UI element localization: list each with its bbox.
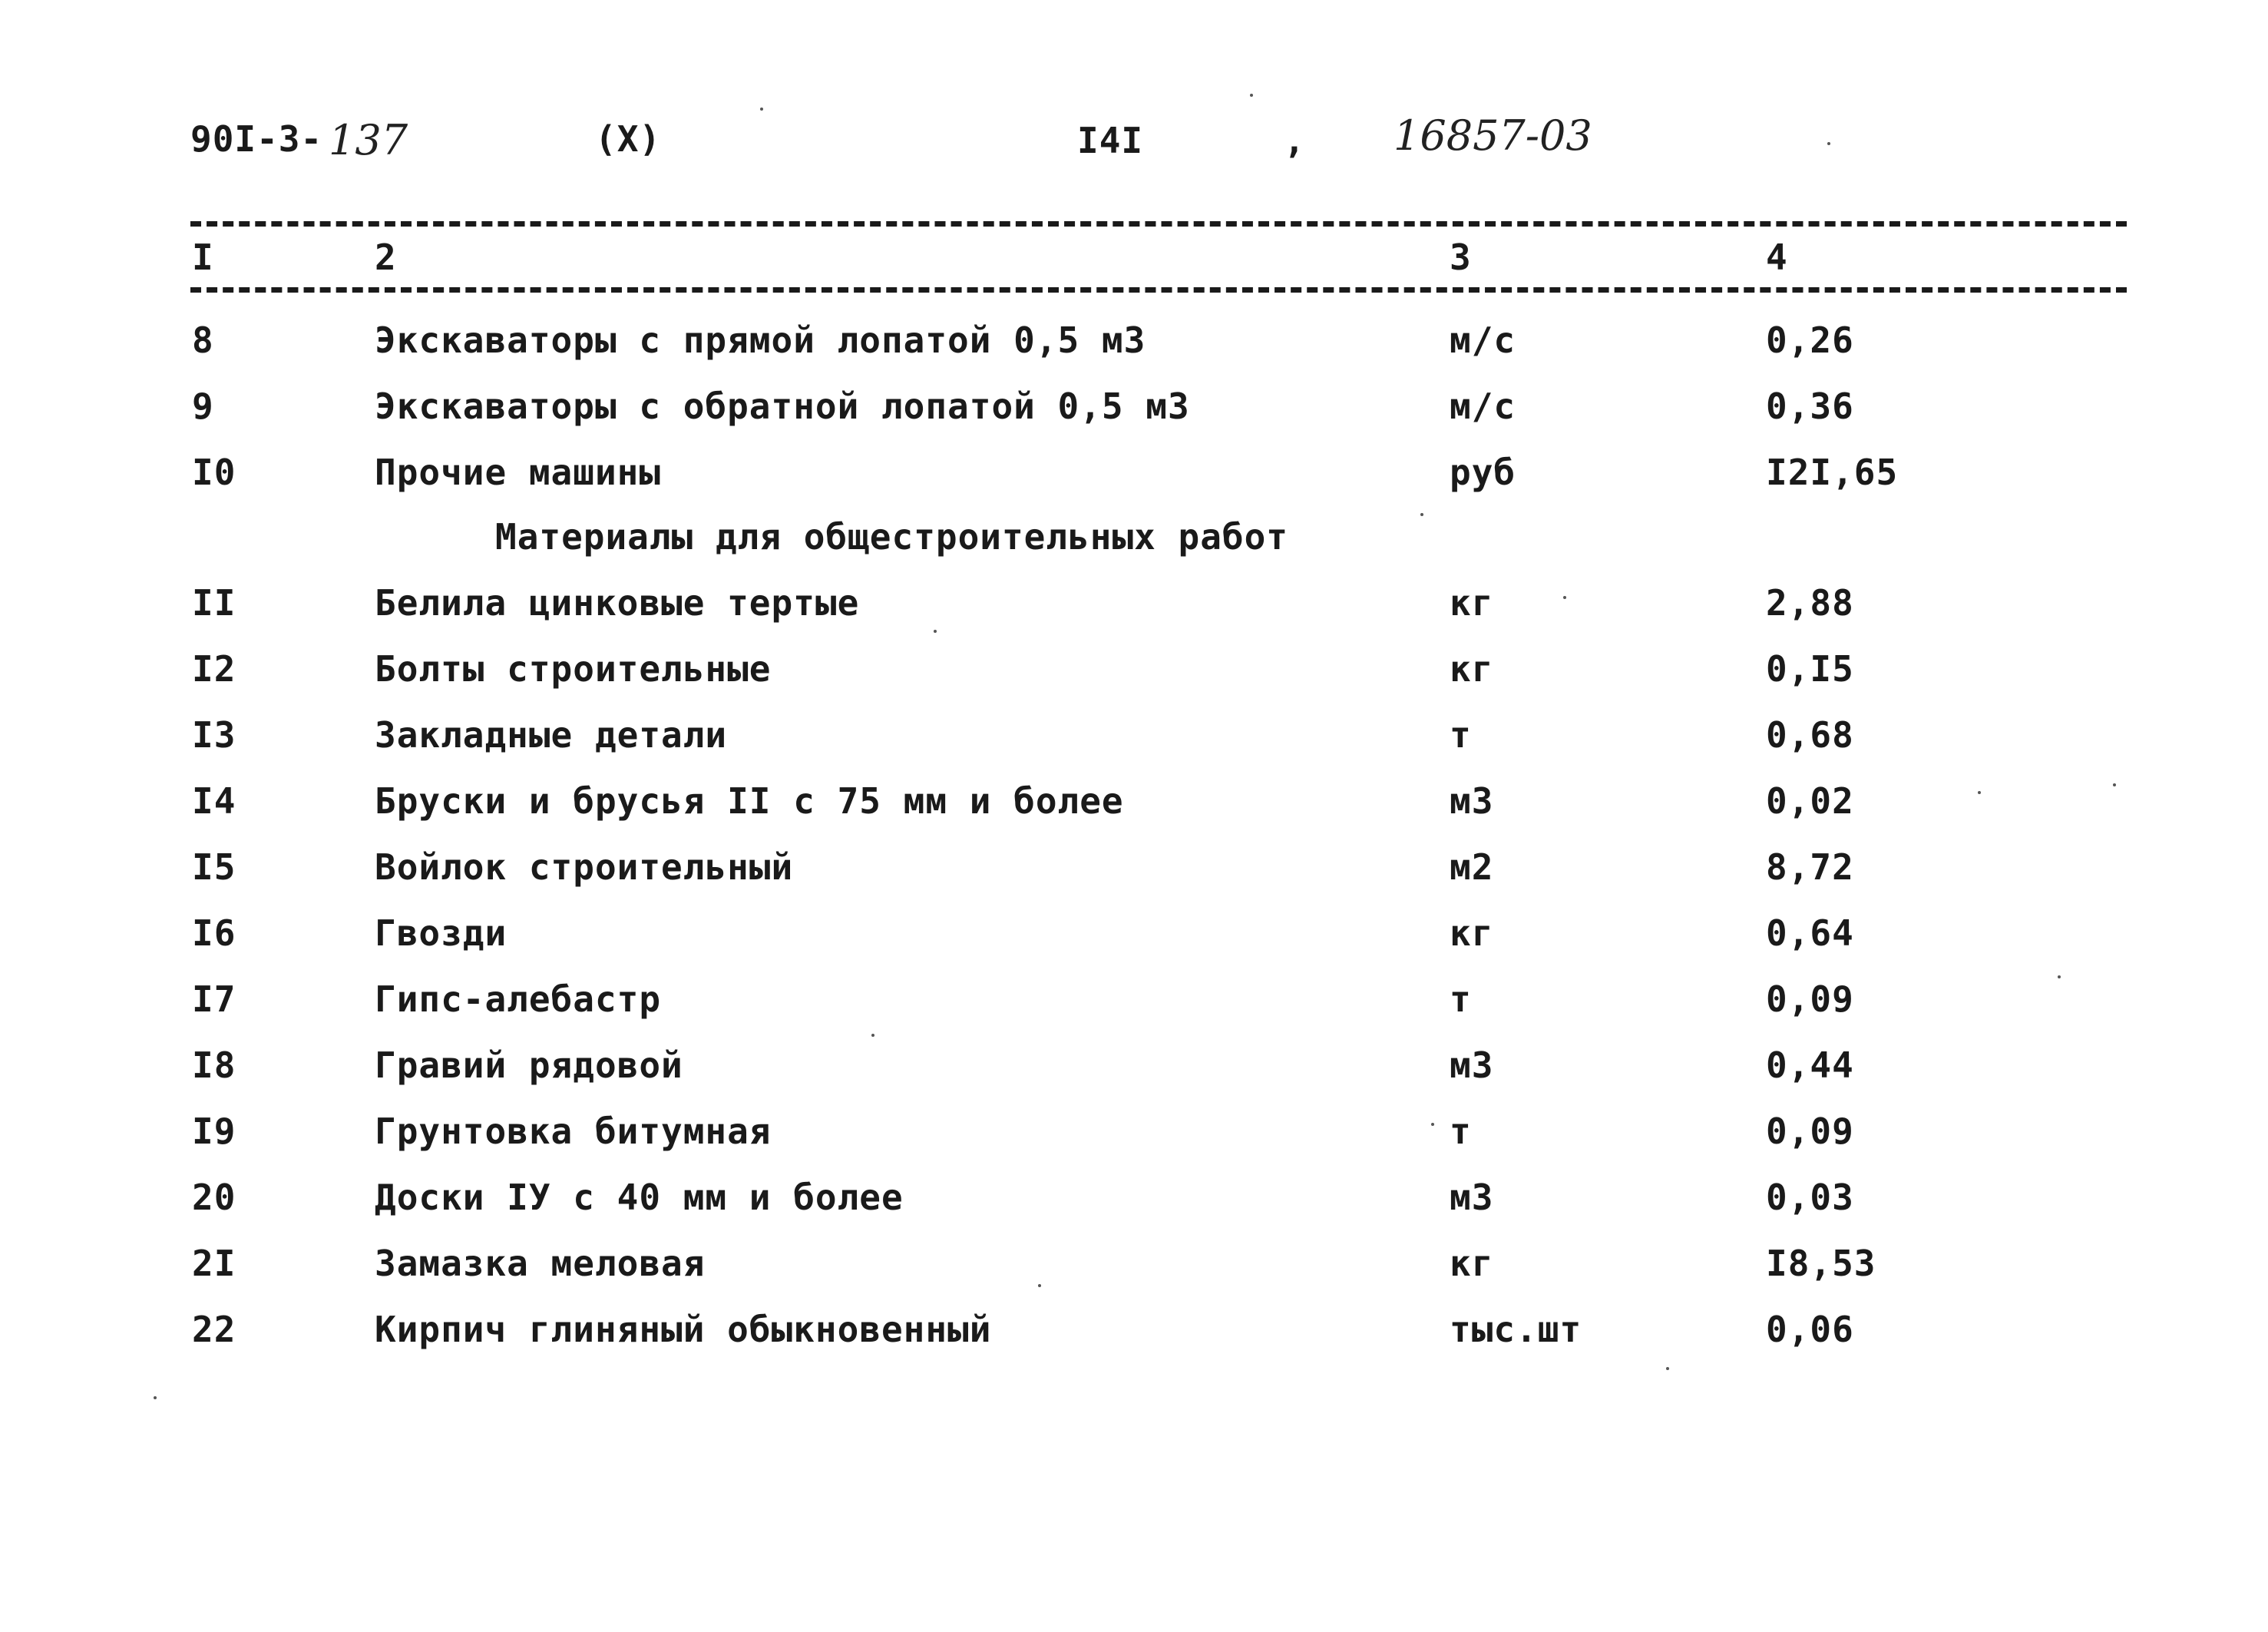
row-number: 9 — [192, 386, 214, 427]
row-name: Закладные детали — [375, 714, 728, 756]
scan-speck — [1563, 596, 1566, 599]
doc-code: 90I-3- — [190, 118, 323, 160]
row-unit: м3 — [1450, 1044, 1494, 1086]
column-header-3: 3 — [1450, 237, 1472, 278]
row-value: 0,09 — [1766, 978, 1854, 1020]
row-number: I5 — [192, 846, 236, 888]
row-number: I6 — [192, 912, 236, 954]
row-value: 0,I5 — [1766, 648, 1854, 690]
row-name: Доски IУ с 40 мм и более — [375, 1177, 904, 1218]
scan-speck — [760, 108, 763, 111]
row-value: 0,06 — [1766, 1309, 1854, 1350]
row-unit: т — [1450, 1111, 1472, 1152]
row-name: Гипс-алебастр — [375, 978, 662, 1020]
archive-number-handwritten: 16857-03 — [1394, 111, 1592, 160]
section-heading: Материалы для общестроительных работ — [495, 516, 1288, 558]
row-unit: руб — [1450, 452, 1516, 493]
row-unit: т — [1450, 978, 1472, 1020]
scan-speck — [1038, 1284, 1041, 1287]
row-unit: кг — [1450, 648, 1494, 690]
row-number: I8 — [192, 1044, 236, 1086]
row-value: 0,03 — [1766, 1177, 1854, 1218]
column-header-1: I — [192, 237, 214, 278]
row-name: Бруски и брусья II с 75 мм и более — [375, 780, 1124, 822]
scan-speck — [154, 1396, 157, 1399]
scan-speck — [934, 630, 937, 633]
row-value: 0,26 — [1766, 319, 1854, 361]
section-marker: (X) — [595, 118, 662, 160]
row-unit: м3 — [1450, 1177, 1494, 1218]
column-header-4: 4 — [1766, 237, 1788, 278]
row-value: 0,02 — [1766, 780, 1854, 822]
row-value: 0,44 — [1766, 1044, 1854, 1086]
column-header-2: 2 — [375, 237, 397, 278]
scan-speck — [871, 1034, 874, 1037]
row-unit: кг — [1450, 912, 1494, 954]
scan-speck — [1420, 513, 1423, 516]
row-name: Болты строительные — [375, 648, 772, 690]
row-unit: м/с — [1450, 386, 1516, 427]
row-name: Кирпич глиняный обыкновенный — [375, 1309, 992, 1350]
row-unit: кг — [1450, 1243, 1494, 1284]
page-number: I4I — [1077, 120, 1144, 161]
row-value: I2I,65 — [1766, 452, 1899, 493]
scan-speck — [1666, 1367, 1669, 1370]
row-name: Белила цинковые тертые — [375, 582, 860, 624]
row-number: 2I — [192, 1243, 236, 1284]
table-header-rule — [190, 287, 2127, 293]
row-value: I8,53 — [1766, 1243, 1876, 1284]
row-number: I3 — [192, 714, 236, 756]
row-value: 0,64 — [1766, 912, 1854, 954]
row-value: 2,88 — [1766, 582, 1854, 624]
scan-speck — [2113, 783, 2116, 786]
row-number: II — [192, 582, 236, 624]
row-name: Войлок строительный — [375, 846, 794, 888]
row-name: Прочие машины — [375, 452, 662, 493]
scan-speck — [1978, 791, 1981, 794]
scan-speck — [2058, 975, 2061, 978]
doc-code-handwritten: 137 — [329, 116, 408, 164]
scan-speck — [1431, 1123, 1434, 1126]
row-number: I9 — [192, 1111, 236, 1152]
row-value: 8,72 — [1766, 846, 1854, 888]
row-unit: м3 — [1450, 780, 1494, 822]
row-value: 0,09 — [1766, 1111, 1854, 1152]
row-number: I4 — [192, 780, 236, 822]
row-name: Гвозди — [375, 912, 507, 954]
row-unit: м2 — [1450, 846, 1494, 888]
row-name: Замазка меловая — [375, 1243, 706, 1284]
row-value: 0,68 — [1766, 714, 1854, 756]
row-value: 0,36 — [1766, 386, 1854, 427]
row-number: I7 — [192, 978, 236, 1020]
row-number: 20 — [192, 1177, 236, 1218]
row-unit: м/с — [1450, 319, 1516, 361]
row-name: Экскаваторы с прямой лопатой 0,5 м3 — [375, 319, 1146, 361]
row-unit: т — [1450, 714, 1472, 756]
table-top-rule — [190, 221, 2127, 227]
row-unit: кг — [1450, 582, 1494, 624]
row-unit: тыс.шт — [1450, 1309, 1582, 1350]
row-number: I0 — [192, 452, 236, 493]
row-number: 22 — [192, 1309, 236, 1350]
scan-speck — [1827, 142, 1830, 145]
scan-speck — [1250, 94, 1253, 97]
row-number: 8 — [192, 319, 214, 361]
row-name: Гравий рядовой — [375, 1044, 683, 1086]
row-name: Грунтовка битумная — [375, 1111, 772, 1152]
row-number: I2 — [192, 648, 236, 690]
header-comma: , — [1284, 120, 1306, 161]
row-name: Экскаваторы с обратной лопатой 0,5 м3 — [375, 386, 1190, 427]
